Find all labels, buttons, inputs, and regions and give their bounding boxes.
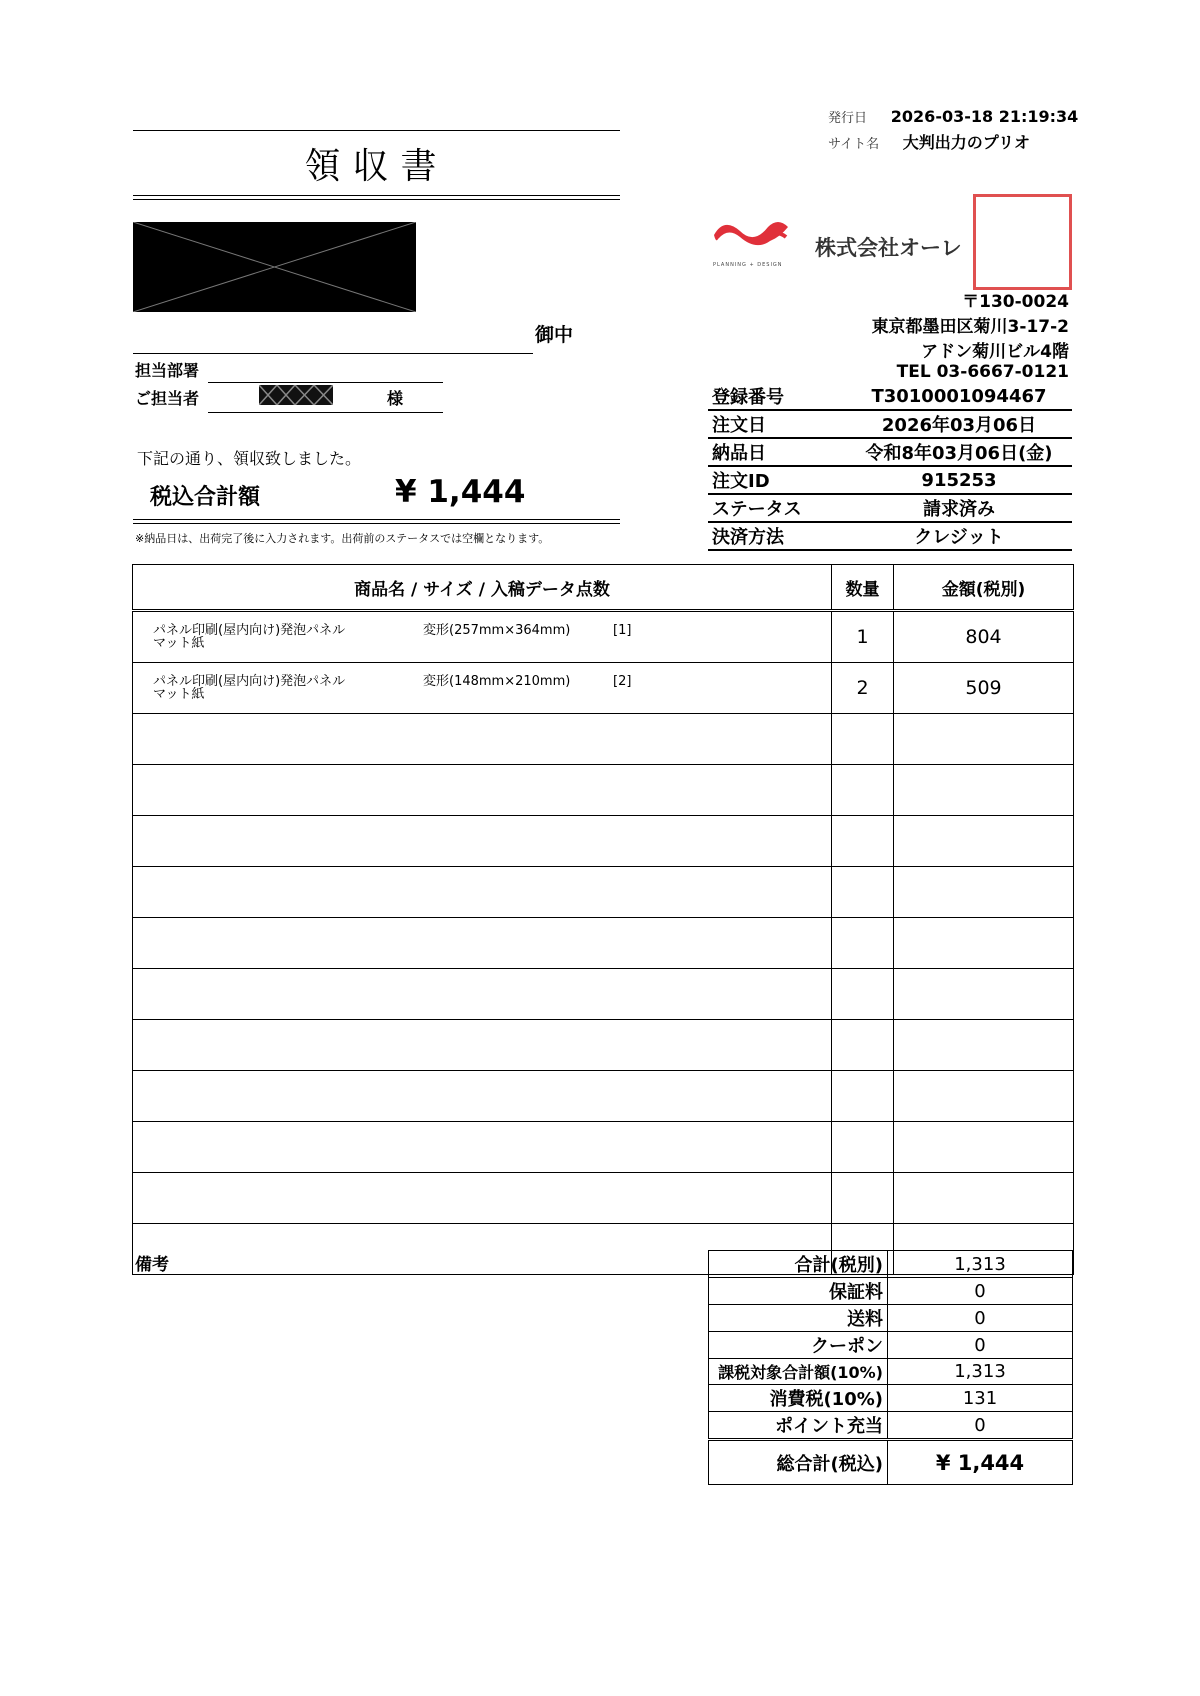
info-value: 2026年03月06日 xyxy=(846,410,1072,438)
info-row-delivery-date xyxy=(708,438,1072,466)
info-row-order-id xyxy=(708,466,1072,494)
site-name-row xyxy=(828,130,1030,153)
totals-row xyxy=(709,1251,1073,1278)
remarks-label: 備考 xyxy=(135,1255,169,1275)
person-label: ご担当者 xyxy=(135,389,200,408)
info-label: 登録番号 xyxy=(708,383,846,410)
info-label: ステータス xyxy=(708,494,846,522)
totals-label: ポイント充当 xyxy=(709,1412,888,1440)
info-value: クレジット xyxy=(846,522,1072,550)
totals-row xyxy=(709,1278,1073,1305)
total-value: ¥ 1,444 xyxy=(395,474,526,510)
amount-cell: 804 xyxy=(894,611,1074,663)
totals-label: 合計(税別) xyxy=(709,1251,888,1278)
data-count: [1] xyxy=(613,623,632,638)
grand-total-value: ¥ 1,444 xyxy=(888,1440,1073,1485)
info-value: 915253 xyxy=(846,466,1072,494)
product-size: 変形(257mm×364mm) xyxy=(423,623,571,638)
totals-label: クーポン xyxy=(709,1332,888,1359)
empty-row xyxy=(133,918,1074,969)
info-row-status xyxy=(708,494,1072,522)
empty-row xyxy=(133,714,1074,765)
issue-date-value: 2026-03-18 21:19:34 xyxy=(890,107,1079,126)
header-qty: 数量 xyxy=(832,565,894,611)
totals-value: 0 xyxy=(888,1412,1073,1440)
empty-row xyxy=(133,1020,1074,1071)
totals-label: 課税対象合計額(10%) xyxy=(709,1359,888,1385)
issue-date-row xyxy=(828,107,1078,126)
site-name-label: サイト名 xyxy=(828,137,880,152)
table-row xyxy=(133,663,1074,714)
title-top-rule xyxy=(133,130,620,131)
totals-row xyxy=(709,1359,1073,1385)
title-bottom-rule-2 xyxy=(133,199,620,200)
info-value: 請求済み xyxy=(846,494,1072,522)
info-row-payment xyxy=(708,522,1072,550)
info-value: T3010001094467 xyxy=(846,383,1072,410)
product-material: マット紙 xyxy=(153,687,205,702)
totals-value: 1,313 xyxy=(888,1251,1073,1278)
company-logo xyxy=(710,215,792,264)
dept-label: 担当部署 xyxy=(135,361,200,380)
redacted-person-name xyxy=(259,385,333,405)
product-cell xyxy=(133,663,832,714)
empty-row xyxy=(133,1173,1074,1224)
qty-cell: 2 xyxy=(832,663,894,714)
empty-row xyxy=(133,816,1074,867)
amount-cell: 509 xyxy=(894,663,1074,714)
totals-value: 0 xyxy=(888,1332,1073,1359)
totals-label: 消費税(10%) xyxy=(709,1385,888,1412)
totals-table xyxy=(708,1250,1073,1485)
delivery-note: ※納品日は、出荷完了後に入力されます。出荷前のステータスでは空欄となります。 xyxy=(135,532,550,545)
grand-total-row xyxy=(709,1440,1073,1485)
title-bottom-rule-1 xyxy=(133,195,620,196)
totals-label: 送料 xyxy=(709,1305,888,1332)
empty-row xyxy=(133,765,1074,816)
items-header-row xyxy=(133,565,1074,611)
info-row-registration xyxy=(708,383,1072,410)
info-label: 注文ID xyxy=(708,466,846,494)
page-title: 領収書 xyxy=(304,146,449,187)
logo-caption: PLANNING + DESIGN xyxy=(713,262,783,268)
totals-row xyxy=(709,1332,1073,1359)
recipient-underline xyxy=(133,353,533,354)
order-info-table xyxy=(708,383,1072,551)
items-table xyxy=(132,564,1074,1275)
empty-row xyxy=(133,1122,1074,1173)
header-product: 商品名 / サイズ / 入稿データ点数 xyxy=(133,565,832,611)
product-name: パネル印刷(屋内向け)発泡パネル xyxy=(153,623,346,638)
total-underline-1 xyxy=(133,519,620,520)
totals-row xyxy=(709,1385,1073,1412)
empty-row xyxy=(133,867,1074,918)
totals-row xyxy=(709,1305,1073,1332)
postal-code: 〒130-0024 xyxy=(962,292,1069,312)
totals-value: 0 xyxy=(888,1278,1073,1305)
info-value: 令和8年03月06日(金) xyxy=(846,438,1072,466)
issue-date-label: 発行日 xyxy=(828,111,868,126)
totals-value: 1,313 xyxy=(888,1359,1073,1385)
product-cell xyxy=(133,611,832,663)
info-label: 納品日 xyxy=(708,438,846,466)
site-name-value: 大判出力のプリオ xyxy=(902,133,1030,152)
person-underline xyxy=(208,412,443,413)
honorific-sama: 様 xyxy=(387,389,404,408)
dept-underline xyxy=(208,382,443,383)
qty-cell: 1 xyxy=(832,611,894,663)
redacted-recipient-name xyxy=(133,222,416,312)
company-name: 株式会社オーレ xyxy=(815,236,962,260)
address-line2: アドン菊川ビル4階 xyxy=(921,342,1069,362)
onchu-suffix: 御中 xyxy=(535,324,574,346)
address-line1: 東京都墨田区菊川3-17-2 xyxy=(871,317,1069,337)
data-count: [2] xyxy=(613,674,632,689)
total-label: 税込合計額 xyxy=(150,485,261,510)
totals-value: 131 xyxy=(888,1385,1073,1412)
info-row-order-date xyxy=(708,410,1072,438)
receipt-statement: 下記の通り、領収致しました。 xyxy=(137,449,362,468)
product-material: マット紙 xyxy=(153,636,205,651)
table-row xyxy=(133,611,1074,663)
empty-row xyxy=(133,969,1074,1020)
grand-total-label: 総合計(税込) xyxy=(709,1440,888,1485)
header-amount: 金額(税別) xyxy=(894,565,1074,611)
product-size: 変形(148mm×210mm) xyxy=(423,674,571,689)
totals-value: 0 xyxy=(888,1305,1073,1332)
empty-row xyxy=(133,1071,1074,1122)
company-seal xyxy=(973,194,1072,290)
totals-row xyxy=(709,1412,1073,1440)
product-name: パネル印刷(屋内向け)発泡パネル xyxy=(153,674,346,689)
company-tel: TEL 03-6667-0121 xyxy=(896,362,1069,382)
total-underline-2 xyxy=(133,523,620,524)
info-label: 注文日 xyxy=(708,410,846,438)
info-label: 決済方法 xyxy=(708,522,846,550)
totals-label: 保証料 xyxy=(709,1278,888,1305)
